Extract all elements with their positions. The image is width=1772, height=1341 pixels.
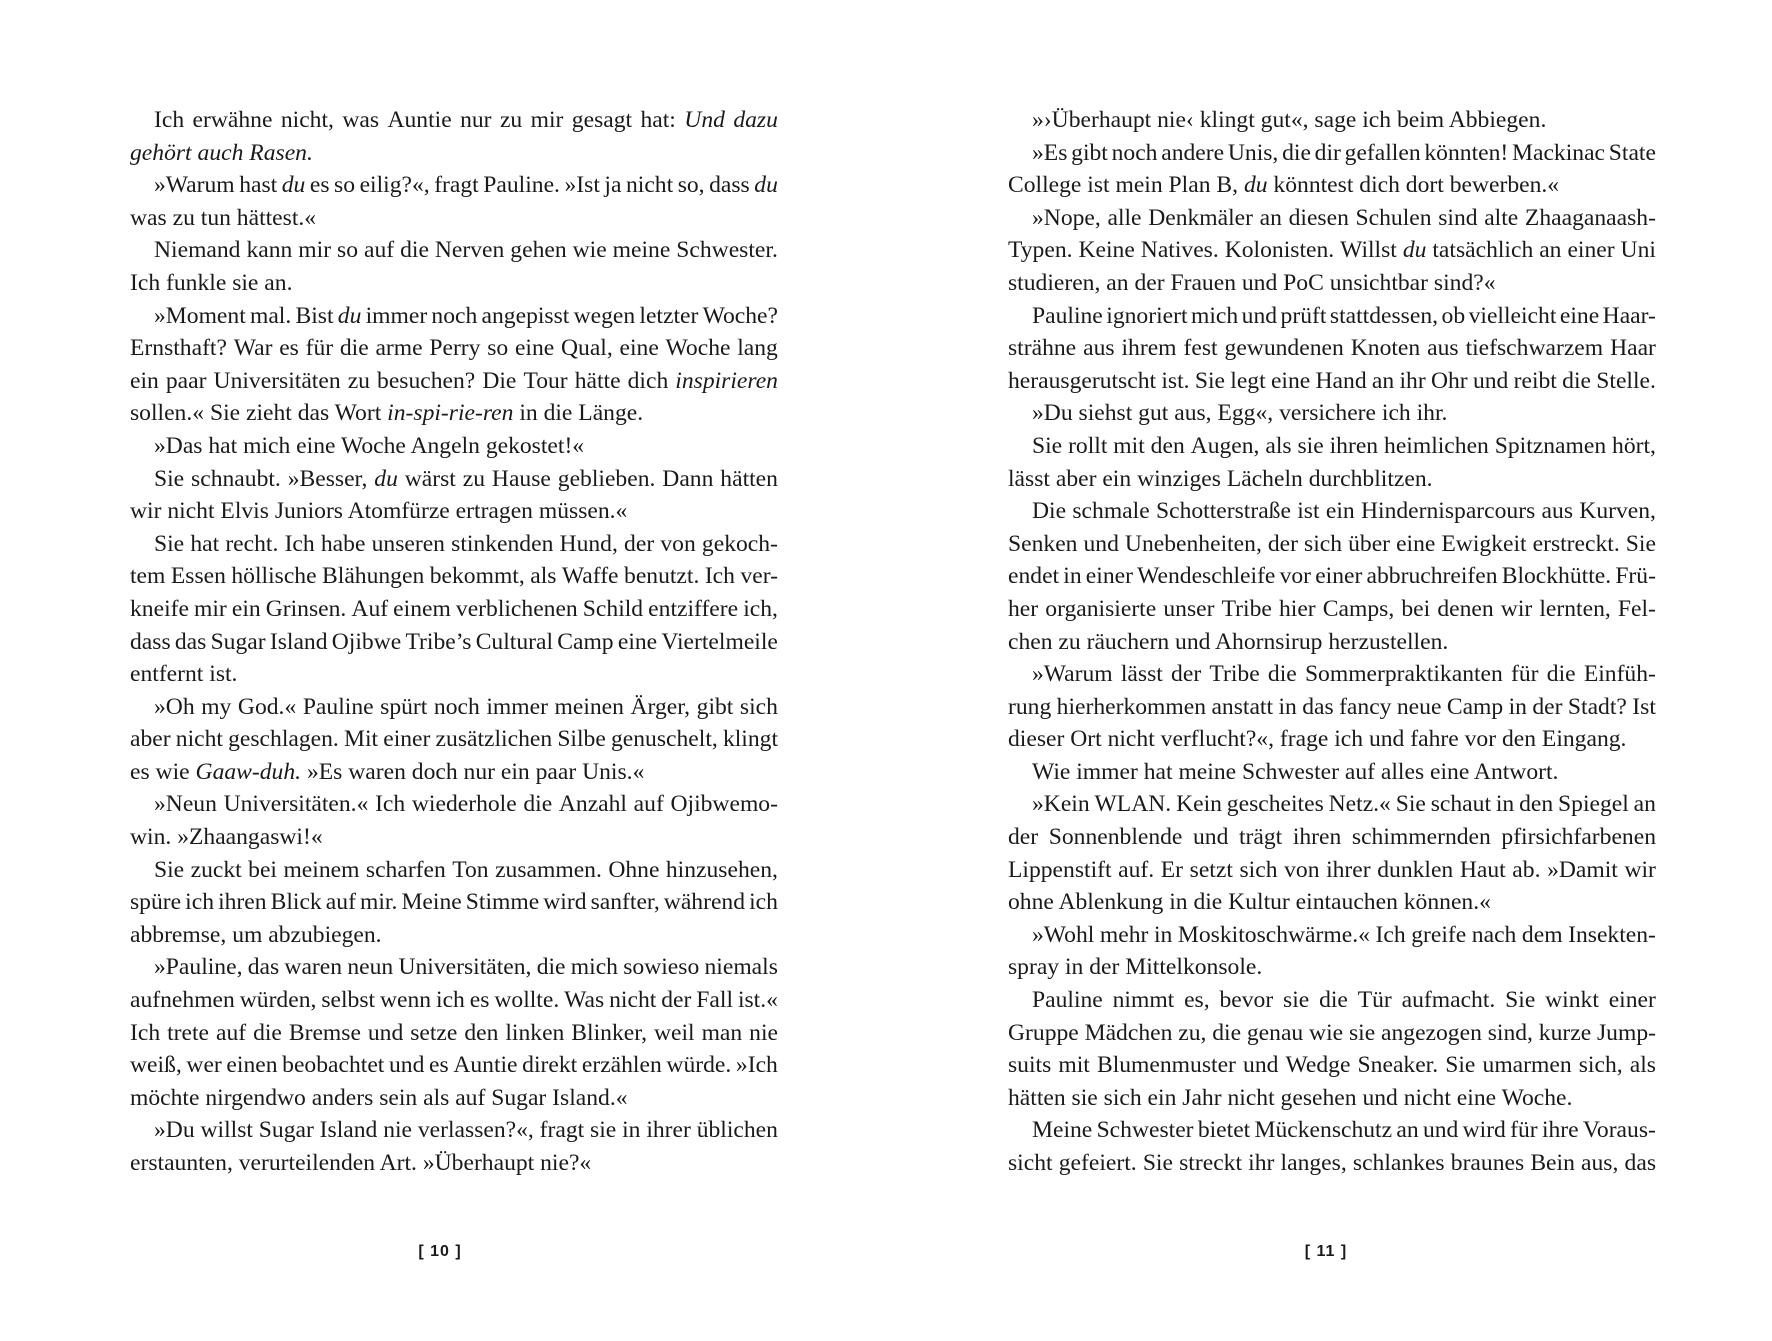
text-line: »Neun Universitäten.« Ich wiederhole die Anzahl auf Ojibwemo-: [154, 791, 778, 818]
text-line: strähne aus ihrem fest gewundenen Knoten aus tiefschwarzem Haar: [1008, 335, 1656, 362]
text-line: Senken und Unebenheiten, der sich über eine Ewigkeit erstreckt. Sie: [1008, 530, 1656, 557]
text-line: suits mit Blumenmuster und Wedge Sneaker. Sie umarmen sich, als: [1008, 1052, 1656, 1079]
text-line: Ich funkle sie an.: [130, 269, 293, 296]
text-line: weiß, wer einen beobachtet und es Auntie direkt erzählen würde. »Ich: [130, 1052, 778, 1079]
text-line: erstaunten, verurteilenden Art. »Überhaupt nie?«: [130, 1150, 592, 1176]
text-line: hätten sie sich ein Jahr nicht gesehen und nicht eine Woche.: [1008, 1084, 1573, 1111]
text-line: »Es gibt noch andere Unis, die dir gefallen könnten! Mackinac State: [1032, 139, 1656, 166]
text-line: Pauline ignoriert mich und prüft stattdessen, ob vielleicht eine Haar-: [1032, 302, 1656, 329]
text-line: tem Essen höllische Blähungen bekommt, als Waffe benutzt. Ich ver-: [130, 563, 778, 590]
text-line: gehört auch Rasen.: [130, 139, 313, 166]
text-line: »Pauline, das waren neun Universitäten, die mich sowieso niemals: [154, 954, 778, 981]
text-line: Sie schnaubt. »Besser, du wärst zu Hause geblieben. Dann hätten: [154, 465, 778, 492]
text-line: möchte nirgendwo anders sein als auf Sugar Island.«: [130, 1084, 628, 1111]
text-line: ohne Ablenkung in die Kultur eintauchen können.«: [1008, 889, 1491, 916]
text-line: »Das hat mich eine Woche Angeln gekostet!«: [154, 432, 585, 459]
text-line: es wie Gaaw-duh. »Es waren doch nur ein paar Unis.«: [130, 758, 645, 785]
text-line: herausgerutscht ist. Sie legt eine Hand an ihr Ohr und reibt die Stelle.: [1008, 367, 1656, 394]
text-line: Typen. Keine Natives. Kolonisten. Willst du tatsächlich an einer Uni: [1008, 237, 1656, 264]
text-line: abbremse, um abzubiegen.: [130, 921, 382, 948]
text-line: dass das Sugar Island Ojibwe Tribe’s Cultural Camp eine Viertelmeile: [130, 628, 778, 655]
right-page: [886, 0, 1772, 1341]
text-line: ein paar Universitäten zu besuchen? Die Tour hätte dich inspirieren: [130, 367, 778, 394]
text-line: was zu tun hättest.«: [130, 204, 317, 231]
text-line: entfernt ist.: [130, 661, 238, 688]
text-line: Wie immer hat meine Schwester auf alles eine Antwort.: [1032, 758, 1559, 785]
text-line: Ich trete auf die Bremse und setze den linken Blinker, weil man nie: [130, 1019, 778, 1046]
text-line: chen zu räuchern und Ahornsirup herzustellen.: [1008, 628, 1449, 655]
text-line: Lippenstift auf. Er setzt sich von ihrer dunklen Haut ab. »Damit wir: [1008, 856, 1656, 883]
right-page-text: [1008, 104, 1656, 1180]
text-line: kneife mir ein Grinsen. Auf einem verblichenen Schild entziffere ich,: [130, 595, 778, 622]
text-line: aufnehmen würden, selbst wenn ich es wollte. Was nicht der Fall ist.«: [130, 987, 778, 1014]
text-line: Gruppe Mädchen zu, die genau wie sie angezogen sind, kurze Jump-: [1008, 1019, 1656, 1046]
text-line: »Moment mal. Bist du immer noch angepisst wegen letzter Woche?: [154, 302, 778, 329]
right-page-number: [ 11 ]: [1304, 1243, 1348, 1260]
text-line: Die schmale Schotterstraße ist ein Hindernisparcours aus Kurven,: [1032, 498, 1656, 525]
text-line: »Du siehst gut aus, Egg«, versichere ich ihr.: [1032, 400, 1448, 427]
text-line: aber nicht geschlagen. Mit einer zusätzlichen Silbe genuschelt, klingt: [130, 726, 778, 753]
text-line: studieren, an der Frauen und PoC unsichtbar sind?«: [1008, 269, 1496, 296]
text-line: sollen.« Sie zieht das Wort in-spi-rie-ren in die Länge.: [130, 400, 644, 427]
text-line: Ich erwähne nicht, was Auntie nur zu mir gesagt hat: Und dazu: [154, 107, 778, 133]
text-line: Sie rollt mit den Augen, als sie ihren heimlichen Spitznamen hört,: [1032, 432, 1656, 459]
text-line: wir nicht Elvis Juniors Atomfürze ertragen müssen.«: [130, 498, 628, 525]
text-line: »Oh my God.« Pauline spürt noch immer meinen Ärger, gibt sich: [154, 693, 778, 720]
text-line: Sie hat recht. Ich habe unseren stinkenden Hund, der von gekoch-: [154, 530, 778, 557]
text-line: »Du willst Sugar Island nie verlassen?«, fragt sie in ihrer üblichen: [154, 1117, 778, 1144]
text-line: spray in der Mittelkonsole.: [1008, 954, 1263, 981]
text-line: sicht gefeiert. Sie streckt ihr langes, schlankes braunes Bein aus, das: [1008, 1150, 1656, 1176]
text-line: win. »Zhaangaswi!«: [130, 824, 323, 851]
text-line: her organisierte unser Tribe hier Camps, bei denen wir lernten, Fel-: [1008, 595, 1656, 622]
text-line: »›Überhaupt nie‹ klingt gut«, sage ich beim Abbiegen.: [1032, 107, 1547, 133]
text-line: lässt aber ein winziges Lächeln durchblitzen.: [1008, 465, 1433, 492]
text-line: Meine Schwester bietet Mückenschutz an und wird für ihre Voraus-: [1032, 1117, 1656, 1144]
text-line: Pauline nimmt es, bevor sie die Tür aufmacht. Sie winkt einer: [1032, 987, 1656, 1014]
text-line: Niemand kann mir so auf die Nerven gehen wie meine Schwester.: [154, 237, 778, 264]
text-line: spüre ich ihren Blick auf mir. Meine Stimme wird sanfter, während ich: [130, 889, 778, 916]
left-page-text: [130, 104, 778, 1180]
text-line: rung hierherkommen anstatt in das fancy neue Camp in der Stadt? Ist: [1008, 693, 1656, 720]
text-line: »Warum hast du es so eilig?«, fragt Pauline. »Ist ja nicht so, dass du: [154, 172, 778, 199]
text-line: Sie zuckt bei meinem scharfen Ton zusammen. Ohne hinzusehen,: [154, 856, 778, 883]
text-line: »Wohl mehr in Moskitoschwärme.« Ich greife nach dem Insekten-: [1032, 921, 1656, 948]
text-line: »Warum lässt der Tribe die Sommerpraktikanten für die Einfüh-: [1032, 661, 1656, 688]
text-line: »Kein WLAN. Kein gescheites Netz.« Sie schaut in den Spiegel an: [1032, 791, 1656, 818]
text-line: College ist mein Plan B, du könntest dich dort bewerben.«: [1008, 172, 1560, 199]
text-line: endet in einer Wendeschleife vor einer abbruchreifen Blockhütte. Frü-: [1008, 563, 1656, 590]
left-page-number: [ 10 ]: [418, 1243, 462, 1260]
text-line: der Sonnenblende und trägt ihren schimmernden pfirsichfarbenen: [1008, 824, 1656, 851]
text-line: dieser Ort nicht verflucht?«, frage ich und fahre vor den Eingang.: [1008, 726, 1627, 753]
text-line: »Nope, alle Denkmäler an diesen Schulen sind alte Zhaaganaash-: [1032, 204, 1656, 231]
text-line: Ernsthaft? War es für die arme Perry so eine Qual, eine Woche lang: [130, 335, 778, 362]
